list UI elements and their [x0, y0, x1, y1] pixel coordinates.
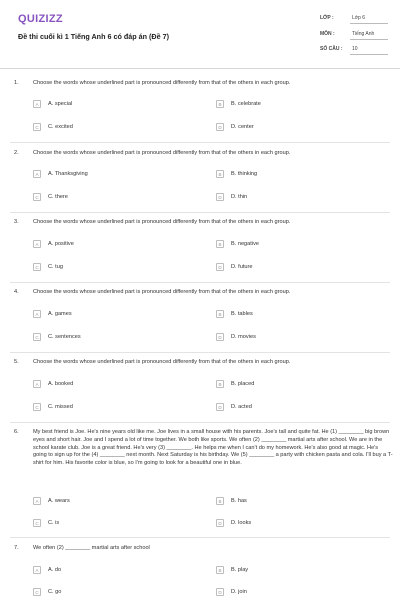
option-text: A. wears: [48, 497, 70, 504]
option-letter-box: A: [33, 240, 41, 248]
option-text: D. thin: [231, 193, 248, 200]
option-letter-box: B: [216, 100, 224, 108]
option-letter-box: C: [33, 263, 41, 271]
question-number: 3.: [14, 219, 19, 225]
option-text: A. games: [48, 310, 72, 317]
option-letter-box: A: [33, 497, 41, 505]
meta-underline: [350, 39, 388, 40]
option-text: C. there: [48, 193, 68, 200]
option-letter-box: D: [216, 263, 224, 271]
option-letter-box: D: [216, 519, 224, 527]
option-letter-box: B: [216, 170, 224, 178]
option-letter-box: B: [216, 310, 224, 318]
option-text: A. positive: [48, 240, 74, 247]
option-letter-box: A: [33, 100, 41, 108]
worksheet-header: [0, 0, 400, 62]
option-text: C. is: [48, 519, 60, 526]
option-letter-box: D: [216, 403, 224, 411]
option-letter-box: A: [33, 170, 41, 178]
question-divider: [10, 142, 390, 143]
option-letter-box: B: [216, 566, 224, 574]
question-number: 2.: [14, 150, 19, 156]
option-letter-box: C: [33, 193, 41, 201]
option-letter-box: B: [216, 240, 224, 248]
meta-value-count: 10: [352, 46, 358, 52]
option-letter-box: C: [33, 519, 41, 527]
option-letter-box: C: [33, 123, 41, 131]
option-text: D. looks: [231, 519, 252, 526]
option-letter-box: C: [33, 403, 41, 411]
option-text: B. thinking: [231, 170, 258, 177]
option-text: A. do: [48, 566, 62, 573]
option-text: C. tug: [48, 263, 63, 270]
meta-label-subject: MÔN :: [320, 31, 335, 37]
option-letter-box: A: [33, 310, 41, 318]
option-text: C. excited: [48, 123, 73, 130]
option-text: B. celebrate: [231, 100, 261, 107]
question-text: We often (2) ________ martial arts after school: [33, 545, 150, 551]
question-divider: [10, 352, 390, 353]
option-text: A. special: [48, 100, 73, 107]
question-number: 1.: [14, 80, 19, 86]
question-number: 5.: [14, 359, 19, 365]
question-divider: [10, 282, 390, 283]
question-divider: [10, 422, 390, 423]
quizizz-logo: QUIZIZZ: [18, 13, 63, 25]
option-text: C. go: [48, 588, 62, 595]
option-text: D. future: [231, 263, 253, 270]
question-text: My best friend is Joe. He's nine years old like me. Joe lives in a small house with his parents. Joe's tall and quite fat. He (1) ________ big brown eyes and short hair. Joe and I spend a lot of time together. We both like sports. We often (2) ________ martial arts after school. We are in the school karate club. Joe is a great friend. He's very (3) ________. He helps me when I can't do my homework. He's also good at magic. He's going to sign up for the (4) ________ next month. Next Saturday is his birthday. We (5) ________ a party with chicken pasta and cola. I'll buy a T-shirt for him. His favorite color is blue, so I'm going to look for a beautiful one in blue.: [33, 429, 393, 467]
question-number: 7.: [14, 545, 19, 551]
option-text: D. join: [231, 588, 247, 595]
option-letter-box: D: [216, 123, 224, 131]
option-letter-box: D: [216, 333, 224, 341]
header-divider: [0, 68, 400, 69]
option-text: A. Thanksgiving: [48, 170, 88, 177]
option-text: C. sentences: [48, 333, 81, 340]
option-text: B. play: [231, 566, 249, 573]
option-text: B. tables: [231, 310, 253, 317]
option-text: B. placed: [231, 380, 255, 387]
option-letter-box: D: [216, 193, 224, 201]
meta-value-subject: Tiếng Anh: [352, 31, 375, 37]
option-letter-box: B: [216, 497, 224, 505]
meta-label-grade: LỚP :: [320, 15, 334, 21]
question-text: Choose the words whose underlined part is pronounced differently from that of the others in each group.: [33, 359, 291, 365]
question-number: 4.: [14, 289, 19, 295]
option-text: D. acted: [231, 403, 252, 410]
option-text: C. missed: [48, 403, 73, 410]
question-divider: [10, 212, 390, 213]
option-letter-box: C: [33, 333, 41, 341]
question-text: Choose the words whose underlined part is pronounced differently from that of the others in each group.: [33, 289, 291, 295]
option-letter-box: C: [33, 588, 41, 596]
option-letter-box: A: [33, 566, 41, 574]
option-text: A. booked: [48, 380, 74, 387]
option-text: D. movies: [231, 333, 256, 340]
option-text: D. center: [231, 123, 254, 130]
option-letter-box: D: [216, 588, 224, 596]
question-text: Choose the words whose underlined part is pronounced differently from that of the others in each group.: [33, 150, 291, 156]
option-letter-box: B: [216, 380, 224, 388]
option-text: B. negative: [231, 240, 259, 247]
question-text: Choose the words whose underlined part is pronounced differently from that of the others in each group.: [33, 219, 291, 225]
meta-underline: [350, 23, 388, 24]
question-text: Choose the words whose underlined part is pronounced differently from that of the others in each group.: [33, 80, 291, 86]
meta-label-count: SỐ CÂU :: [320, 46, 343, 52]
option-text: B. has: [231, 497, 247, 504]
question-number: 6.: [14, 429, 19, 435]
meta-underline: [350, 54, 388, 55]
option-letter-box: A: [33, 380, 41, 388]
question-divider: [10, 537, 390, 538]
document-title: Đề thi cuối kì 1 Tiếng Anh 6 có đáp án (Đề 7): [18, 32, 169, 41]
meta-value-grade: Lớp 6: [352, 15, 366, 21]
